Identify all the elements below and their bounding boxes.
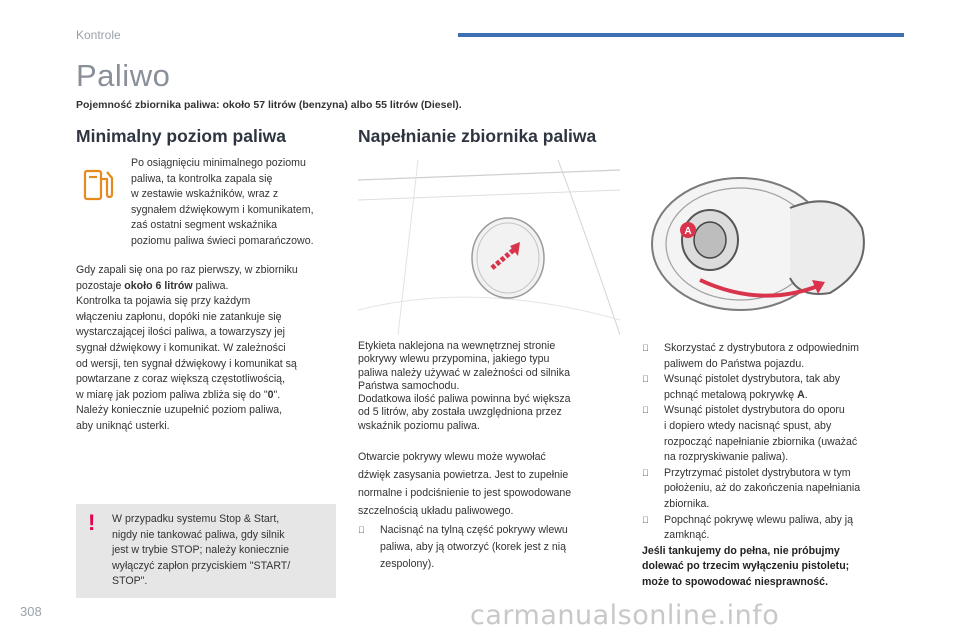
step-item: Skorzystać z dystrybutora z odpowiednim paliwem do Państwa pojazdu. [642, 341, 904, 372]
overfill-warning: Jeśli tankujemy do pełna, nie próbujmy dolewać po trzecim wyłączeniu pistoletu; może to spowodować niesprawność. [642, 544, 850, 588]
low-fuel-icon-description: Po osiągnięciu minimalnego poziomu paliwa, ta kontrolka zapala się w zestawie wskaźników, wraz z sygnałem dźwiękowym i komunikatem, zaś ostatni segment wskaźnika poziomu paliwa świeci pomarańczowo. [131, 157, 314, 247]
page-subtitle: Pojemność zbiornika paliwa: około 57 litrów (benzyna) albo 55 litrów (Diesel). [76, 99, 462, 111]
label-a-marker: A [684, 226, 692, 237]
heading-minimum-fuel: Minimalny poziom paliwa [76, 126, 287, 146]
bullet-marker [642, 466, 649, 482]
fuel-flap-press-illustration [358, 160, 620, 335]
low-fuel-paragraph: Gdy zapali się ona po raz pierwszy, w zbiorniku pozostaje około 6 litrów paliwa. Kontrolka ta pojawia się przy każdym włączeniu zapłonu, dopóki nie zatankuje się wystarczającej ilości paliwa, a towarzyszy jej sygnał dźwiękowy i komunikat. W zależności od wersji, ten sygnał dźwiękowy i komunikat są powtarzane z coraz większą częstotliwością, w miarę jak poziom paliwa zbliża się do "0". Należy koniecznie uzupełnić poziom paliwa, aby uniknąć usterki. [76, 264, 298, 432]
step-item: Popchnąć pokrywę wlewu paliwa, aby ją zamknąć. [642, 513, 904, 544]
heading-refuelling: Napełnianie zbiornika paliwa [358, 126, 597, 146]
bullet-marker [642, 372, 649, 388]
step-item: Wsunąć pistolet dystrybutora, tak aby pchnąć metalową pokrywkę A. [642, 372, 904, 403]
bullet-marker [358, 522, 365, 539]
watermark: carmanualsonline.info [470, 600, 780, 631]
section-header: Kontrole [76, 28, 121, 42]
header-bar [458, 33, 904, 37]
warning-exclamation-icon: ! [88, 510, 96, 535]
step-item: Wsunąć pistolet dystrybutora do oporu i dopiero wtedy nacisnąć spust, aby rozpocząć napełnianie zbiornika (uważać na rozpryskiwanie paliwa). [642, 403, 904, 465]
bullet-marker [642, 341, 649, 357]
air-suction-paragraph: Otwarcie pokrywy wlewu może wywołać dźwięk zasysania powietrza. Jest to zupełnie normalne i podciśnienie to jest spowodowane szczelnością układu paliwowego. [358, 451, 572, 517]
page-number: 308 [20, 604, 42, 619]
refuelling-steps-list [642, 341, 904, 591]
fuel-flap-open-illustration [640, 168, 880, 318]
bullet-marker [642, 403, 649, 419]
press-flap-instruction: Nacisnąć na tylną część pokrywy wlewu paliwa, aby ją otworzyć (korek jest z nią zespolony). [358, 522, 630, 573]
page-title: Paliwo [76, 58, 171, 93]
fuel-pump-icon [80, 166, 114, 206]
bullet-marker [642, 513, 649, 529]
label-info-paragraph: Etykieta naklejona na wewnętrznej stronie pokrywy wlewu przypomina, jakiego typu paliwa należy używać w zależności od silnika Państwa samochodu. Dodatkowa ilość paliwa powinna być większa od 5 litrów, aby została uwzględniona przez wskaźnik poziomu paliwa. [358, 340, 571, 432]
warning-note-text: W przypadku systemu Stop & Start, nigdy nie tankować paliwa, gdy silnik jest w trybie STOP; należy koniecznie wyłączyć zapłon przyciskiem "START/ STOP". [112, 513, 291, 588]
step-item: Przytrzymać pistolet dystrybutora w tym położeniu, aż do zakończenia napełniania zbiornika. [642, 466, 904, 513]
